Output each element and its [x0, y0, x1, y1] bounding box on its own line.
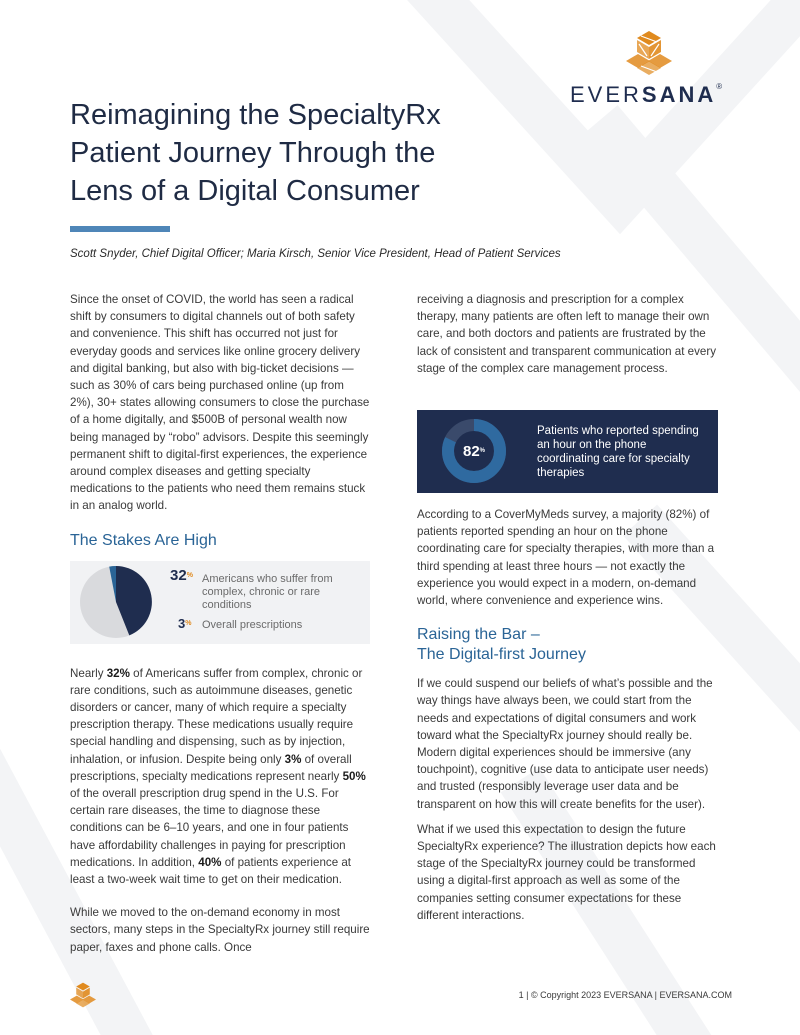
- logo-mark-icon: [626, 30, 672, 76]
- survey-paragraph: According to a CoverMyMeds survey, a majority (82%) of patients reported spending an hour on the phone coordinating care for specialty therapies, with more than a third spending at least three hours — not exactly the experience you would expect in a modern, on-demand world, where convenience and experience wins.: [417, 508, 715, 608]
- title-line: Patient Journey Through the: [70, 137, 436, 169]
- stat-label: Americans who suffer from complex, chronic or rare conditions: [202, 573, 333, 611]
- intro-paragraph: Since the onset of COVID, the world has seen a radical shift by consumers to digital channels out of both safety and convenience. This shift has occurred not just for everyday goods and services like online grocery delivery and digital banking, but also with big-ticket decisions — such as 30% of cars being purchased online (up from 2%), 30+ states allowing consumers to close the purchase of a home digitally, and $500B of personal wealth now being managed by “robo” advisors. Despite this seemingly permanent shift to digital-first experiences, the experience around complex diseases and getting specialty medications to the patients who need them remains stuck in an analog world.: [70, 293, 370, 513]
- callout-text: Patients who reported spending an hour on the phone coordinating care for specialty therapies: [537, 425, 699, 479]
- page-footer: 1 | © Copyright 2023 EVERSANA | EVERSANA.COM: [518, 990, 732, 1000]
- authors-line: Scott Snyder, Chief Digital Officer; Maria Kirsch, Senior Vice President, Head of Patient Services: [70, 248, 561, 260]
- on-demand-paragraph: While we moved to the on-demand economy in most sectors, many steps in the SpecialtyRx journey still require paper, faxes and phone calls. Once: [70, 906, 370, 954]
- stakes-paragraph: Nearly 32% of Americans suffer from complex, chronic or rare conditions, such as autoimmune diseases, genetic disorders or cancer, many of which require a specialty prescription therapy. These medications usually require special handling and dispensing, such as by injection, inhalation, or infusion. Despite being only 3% of overall prescriptions, specialty medications represent nearly 50% of the overall prescription drug spend in the U.S. For certain rare diseases, the time to diagnose these conditions can be 6–10 years, and one in four patients have affordability challenges in paying for prescription medications. In addition, 40% of patients experience at least a two-week wait time to get on their medication.: [70, 666, 366, 887]
- eversana-logo: [570, 30, 740, 110]
- right-column: [417, 291, 722, 932]
- digital-experience-paragraph: If we could suspend our beliefs of what’s possible and the way things have always been, we could start from the needs and expectations of digital consumers and work toward what the SpecialtyRx journey should really be. Modern digital experiences should be immersive (any touchpoint), cognitive (use data to anticipate user needs) and trusted (responsibly leverage user data and be transparent on how this will create benefits for the user).: [417, 677, 713, 811]
- section-heading-stakes: The Stakes Are High: [70, 531, 217, 549]
- page-title: [70, 96, 530, 210]
- callout-value: 82 %: [462, 442, 486, 460]
- stat-value: 32%: [170, 567, 193, 584]
- stakes-stats-box: [70, 561, 370, 644]
- title-line: Reimagining the SpecialtyRx: [70, 99, 441, 131]
- prevalence-pie-chart: [80, 566, 152, 638]
- logo-wordmark: EVERSANA®: [570, 82, 723, 107]
- stat-value: 3%: [178, 616, 192, 631]
- phone-hour-callout: [417, 410, 718, 493]
- title-underline: [70, 226, 170, 232]
- stat-label: Overall prescriptions: [202, 619, 303, 631]
- title-line: Lens of a Digital Consumer: [70, 175, 420, 207]
- diagnosis-paragraph: receiving a diagnosis and prescription for a complex therapy, many patients are often left to manage their own care, and both doctors and patients are frustrated by the lack of consistent and transparent communication at every stage of the complex care management process.: [417, 293, 717, 375]
- footer-logo-mark-icon: [70, 982, 96, 1008]
- section-heading-raising-bar: Raising the Bar – The Digital-first Journey: [417, 626, 586, 664]
- illustration-paragraph: What if we used this expectation to design the future SpecialtyRx experience? The illustration depicts how each stage of the SpecialtyRx journey could be transformed using a digital-first approach as well as some of the companies setting consumer expectations for these different interactions.: [417, 822, 716, 922]
